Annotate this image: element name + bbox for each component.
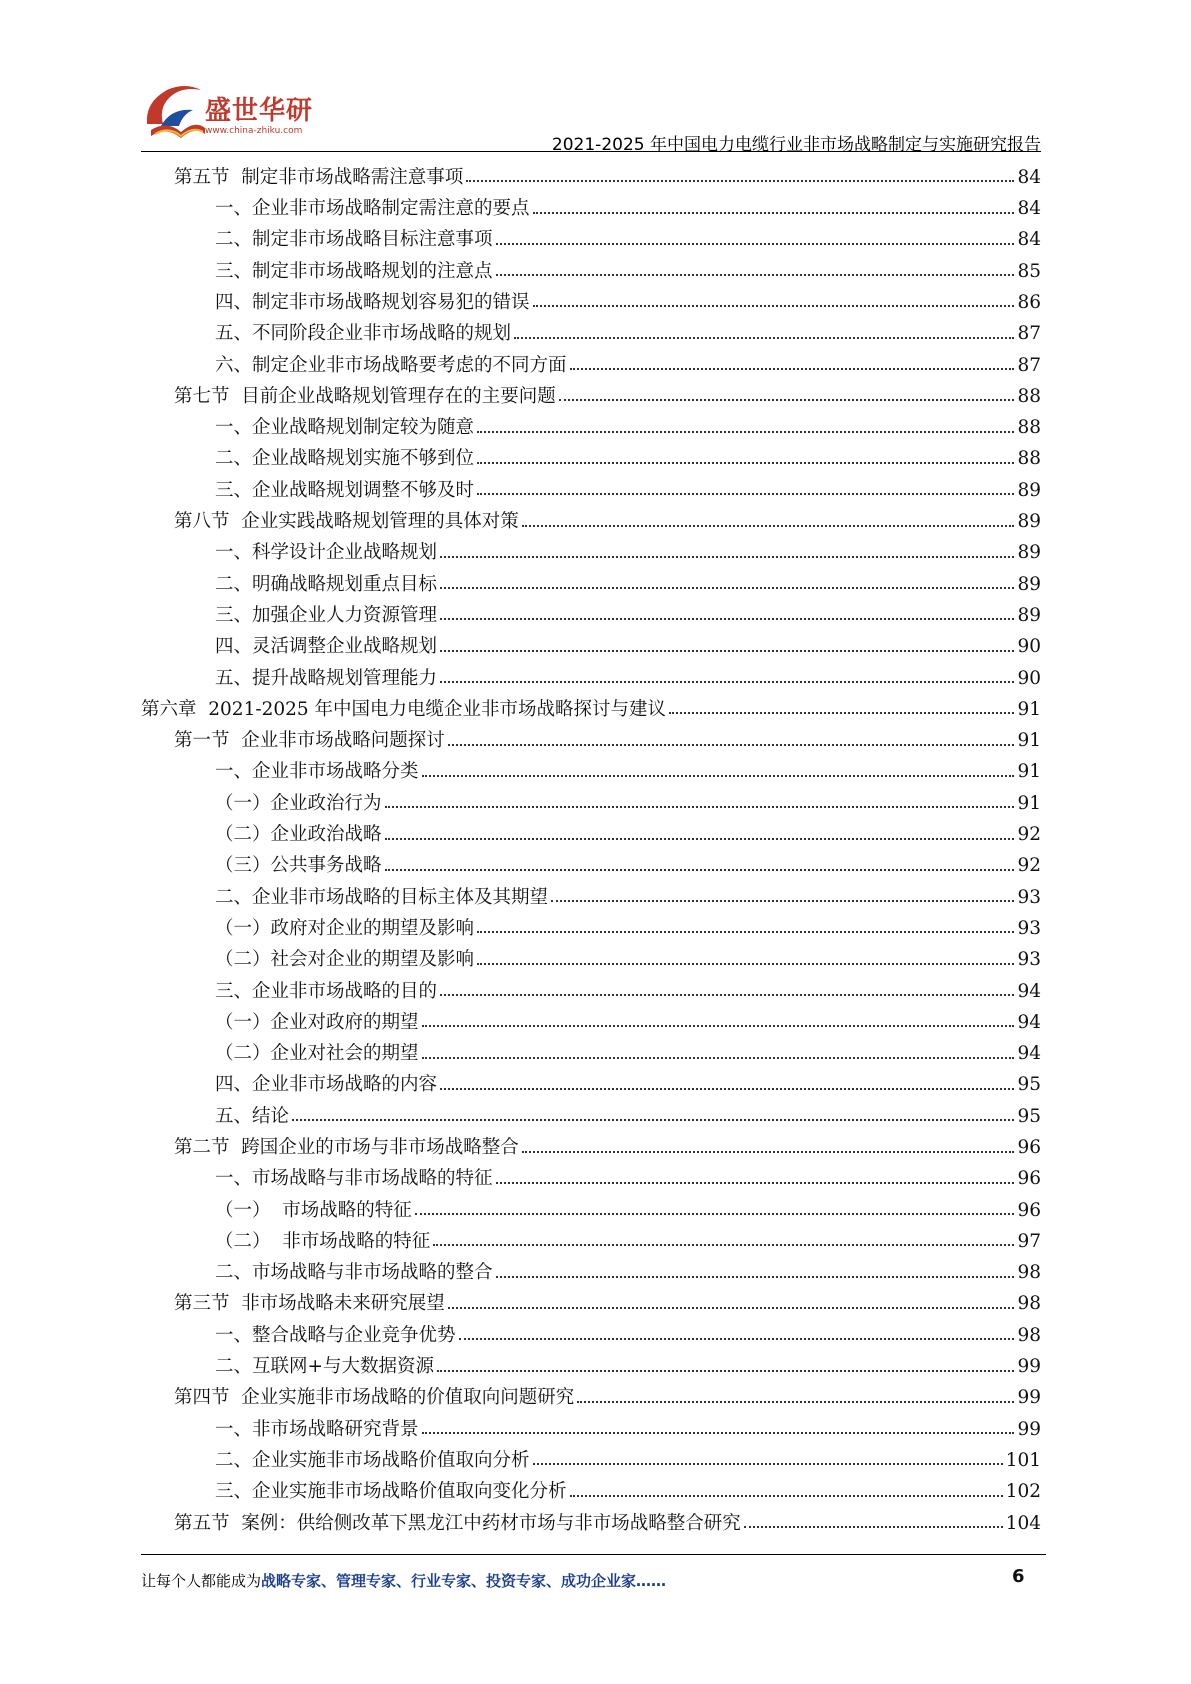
header-divider	[141, 151, 1041, 152]
toc-leader-dots	[422, 775, 1015, 777]
toc-entry[interactable]	[141, 1099, 1041, 1130]
toc-entry-title: （三）公共事务战略	[215, 855, 382, 877]
toc-entry-title: 四、制定非市场战略规划容易犯的错误	[215, 291, 530, 313]
toc-leader-dots	[533, 212, 1015, 214]
toc-entry[interactable]	[141, 160, 1041, 191]
toc-entry[interactable]	[141, 661, 1041, 692]
toc-entry-title: 一、企业非市场战略制定需注意的要点	[215, 198, 530, 220]
toc-leader-dots	[496, 243, 1015, 245]
toc-leader-dots	[422, 1025, 1015, 1027]
toc-entry-title: 三、企业非市场战略的目的	[215, 980, 438, 1002]
toc-leader-dots	[422, 1057, 1015, 1059]
toc-entry-title: 二、企业战略规划实施不够到位	[215, 448, 475, 470]
toc-entry-page: 89	[1017, 542, 1041, 564]
toc-entry-page: 91	[1017, 698, 1041, 720]
table-of-contents	[141, 160, 1041, 1537]
toc-entry-page: 84	[1017, 198, 1041, 220]
toc-entry-title: （一）企业政治行为	[215, 792, 382, 814]
toc-entry[interactable]	[141, 692, 1041, 723]
toc-entry-page: 98	[1017, 1324, 1041, 1346]
toc-entry[interactable]	[141, 1005, 1041, 1036]
toc-entry-title: 二、制定非市场战略目标注意事项	[215, 229, 493, 251]
toc-entry-title: 三、加强企业人力资源管理	[215, 604, 438, 626]
toc-entry-page: 91	[1017, 792, 1041, 814]
toc-entry-title: （一） 市场战略的特征	[215, 1199, 412, 1221]
toc-leader-dots	[477, 462, 1014, 464]
toc-entry[interactable]	[141, 1162, 1041, 1193]
toc-entry[interactable]	[141, 755, 1041, 786]
toc-entry[interactable]	[141, 504, 1041, 535]
toc-leader-dots	[522, 1151, 1015, 1153]
toc-entry-title: 一、企业战略规划制定较为随意	[215, 417, 475, 439]
toc-entry[interactable]	[141, 536, 1041, 567]
toc-leader-dots	[459, 1338, 1015, 1340]
toc-leader-dots	[551, 900, 1014, 902]
toc-entry-title: 第八节 企业实践战略规划管理的具体对策	[174, 511, 519, 533]
toc-entry-title: 四、灵活调整企业战略规划	[215, 636, 438, 658]
toc-entry-page: 99	[1017, 1418, 1041, 1440]
toc-entry[interactable]	[141, 1506, 1041, 1537]
toc-entry[interactable]	[141, 786, 1041, 817]
toc-entry-title: 第七节 目前企业战略规划管理存在的主要问题	[174, 385, 556, 407]
toc-leader-dots	[437, 1370, 1014, 1372]
toc-entry-title: 一、科学设计企业战略规划	[215, 542, 438, 564]
toc-leader-dots	[496, 1182, 1015, 1184]
footer-page-number: 6	[1012, 1566, 1025, 1587]
toc-entry-title: （二）企业政治战略	[215, 824, 382, 846]
toc-leader-dots	[422, 1432, 1015, 1434]
toc-entry-page: 84	[1017, 166, 1041, 188]
page-header	[141, 80, 1041, 155]
toc-entry[interactable]	[141, 348, 1041, 379]
toc-entry-page: 97	[1017, 1230, 1041, 1252]
toc-leader-dots	[440, 994, 1014, 996]
toc-entry[interactable]	[141, 880, 1041, 911]
toc-entry-title: （二） 非市场战略的特征	[215, 1230, 431, 1252]
toc-entry-title: 第五节 制定非市场战略需注意事项	[174, 166, 464, 188]
toc-entry-title: 五、不同阶段企业非市场战略的规划	[215, 323, 512, 345]
toc-entry-page: 87	[1017, 354, 1041, 376]
toc-leader-dots	[385, 838, 1015, 840]
toc-entry-page: 89	[1017, 604, 1041, 626]
toc-leader-dots	[466, 180, 1014, 182]
toc-leader-dots	[440, 556, 1014, 558]
toc-leader-dots	[577, 1401, 1014, 1403]
toc-leader-dots	[533, 305, 1015, 307]
toc-entry-page: 84	[1017, 229, 1041, 251]
toc-entry-title: 二、明确战略规划重点目标	[215, 573, 438, 595]
toc-entry-title: 三、企业战略规划调整不够及时	[215, 479, 475, 501]
toc-leader-dots	[440, 650, 1014, 652]
toc-entry-title: 第五节 案例：供给侧改革下黑龙江中药材市场与非市场战略整合研究	[174, 1512, 741, 1534]
toc-entry-title: 二、企业实施非市场战略价值取向分析	[215, 1449, 530, 1471]
toc-entry[interactable]	[141, 1381, 1041, 1412]
toc-entry-page: 88	[1017, 385, 1041, 407]
toc-entry-title: （二）社会对企业的期望及影响	[215, 949, 475, 971]
toc-entry-page: 98	[1017, 1293, 1041, 1315]
toc-entry-page: 104	[1005, 1512, 1041, 1534]
toc-leader-dots	[415, 1213, 1015, 1215]
toc-leader-dots	[522, 525, 1015, 527]
toc-leader-dots	[448, 744, 1015, 746]
toc-entry[interactable]	[141, 1255, 1041, 1286]
toc-leader-dots	[570, 1495, 1003, 1497]
toc-entry-title: 第六章 2021-2025 年中国电力电缆企业非市场战略探讨与建议	[141, 698, 667, 720]
toc-entry-title: 四、企业非市场战略的内容	[215, 1074, 438, 1096]
toc-leader-dots	[440, 1088, 1014, 1090]
footer-divider	[141, 1554, 1046, 1555]
toc-entry-title: （一）企业对政府的期望	[215, 1011, 419, 1033]
toc-entry[interactable]	[141, 1036, 1041, 1067]
toc-leader-dots	[292, 1119, 1014, 1121]
toc-entry-title: 二、企业非市场战略的目标主体及其期望	[215, 886, 549, 908]
toc-entry[interactable]	[141, 567, 1041, 598]
toc-entry[interactable]	[141, 1287, 1041, 1318]
toc-entry-page: 99	[1017, 1387, 1041, 1409]
toc-entry[interactable]	[141, 723, 1041, 754]
toc-leader-dots	[477, 493, 1014, 495]
toc-entry-page: 98	[1017, 1262, 1041, 1284]
toc-entry[interactable]	[141, 473, 1041, 504]
toc-entry[interactable]	[141, 974, 1041, 1005]
toc-entry-page: 91	[1017, 730, 1041, 752]
toc-entry-page: 101	[1005, 1449, 1041, 1471]
toc-leader-dots	[496, 1276, 1015, 1278]
toc-leader-dots	[440, 587, 1014, 589]
toc-entry-page: 96	[1017, 1199, 1041, 1221]
toc-entry[interactable]	[141, 598, 1041, 629]
toc-entry[interactable]	[141, 1443, 1041, 1474]
toc-entry-title: （二）企业对社会的期望	[215, 1043, 419, 1065]
toc-entry-page: 94	[1017, 980, 1041, 1002]
toc-entry[interactable]	[141, 223, 1041, 254]
toc-leader-dots	[440, 681, 1014, 683]
toc-leader-dots	[533, 1463, 1003, 1465]
toc-entry-page: 96	[1017, 1168, 1041, 1190]
toc-entry-title: 第二节 跨国企业的市场与非市场战略整合	[174, 1137, 519, 1158]
toc-entry[interactable]	[141, 817, 1041, 848]
toc-leader-dots	[514, 337, 1014, 339]
toc-entry-title: 第三节 非市场战略未来研究展望	[174, 1293, 445, 1315]
toc-entry-title: 六、制定企业非市场战略要考虑的不同方面	[215, 354, 567, 376]
toc-leader-dots	[433, 1244, 1014, 1246]
toc-leader-dots	[570, 368, 1015, 370]
toc-entry-page: 91	[1017, 761, 1041, 783]
toc-entry-title: 一、市场战略与非市场战略的特征	[215, 1168, 493, 1190]
toc-entry-page: 92	[1017, 824, 1041, 846]
toc-entry-page: 90	[1017, 636, 1041, 658]
toc-entry-title: 二、互联网+与大数据资源	[215, 1356, 435, 1378]
toc-entry-title: 一、企业非市场战略分类	[215, 761, 419, 783]
toc-entry[interactable]	[141, 849, 1041, 880]
toc-entry[interactable]	[141, 285, 1041, 316]
toc-entry-page: 87	[1017, 323, 1041, 345]
toc-entry-page: 96	[1017, 1137, 1041, 1158]
toc-entry[interactable]	[141, 1224, 1041, 1255]
toc-leader-dots	[448, 1307, 1015, 1309]
toc-leader-dots	[744, 1526, 1003, 1528]
toc-entry-page: 102	[1005, 1481, 1041, 1503]
toc-entry-title: （一）政府对企业的期望及影响	[215, 917, 475, 939]
brand-url: www.china-zhiku.com	[205, 126, 303, 136]
footer-slogan-prefix: 让每个人都能成为	[141, 1572, 262, 1590]
toc-entry-page: 99	[1017, 1356, 1041, 1378]
toc-entry-title: 二、市场战略与非市场战略的整合	[215, 1262, 493, 1284]
toc-leader-dots	[385, 806, 1015, 808]
toc-entry-page: 88	[1017, 448, 1041, 470]
toc-entry[interactable]	[141, 442, 1041, 473]
toc-entry-title: 三、制定非市场战略规划的注意点	[215, 260, 493, 282]
toc-entry-title: 五、提升战略规划管理能力	[215, 667, 438, 689]
toc-entry-page: 95	[1017, 1105, 1041, 1127]
toc-entry-page: 94	[1017, 1011, 1041, 1033]
toc-entry-title: 一、整合战略与企业竞争优势	[215, 1324, 456, 1346]
toc-leader-dots	[496, 274, 1015, 276]
toc-leader-dots	[477, 963, 1014, 965]
toc-entry-title: 一、非市场战略研究背景	[215, 1418, 419, 1440]
toc-entry-page: 92	[1017, 855, 1041, 877]
toc-entry-page: 93	[1017, 949, 1041, 971]
toc-entry-page: 89	[1017, 511, 1041, 533]
report-title: 2021-2025 年中国电力电缆行业非市场战略制定与实施研究报告	[551, 135, 1041, 155]
toc-entry-page: 86	[1017, 291, 1041, 313]
toc-leader-dots	[559, 399, 1015, 401]
toc-entry[interactable]	[141, 1349, 1041, 1380]
toc-entry-title: 第一节 企业非市场战略问题探讨	[174, 730, 445, 752]
toc-entry-title: 三、企业实施非市场战略价值取向变化分析	[215, 1481, 567, 1503]
footer-slogan	[141, 1570, 666, 1591]
toc-entry-page: 90	[1017, 667, 1041, 689]
brand-name: 盛世华研	[205, 96, 314, 126]
toc-entry[interactable]	[141, 254, 1041, 285]
toc-entry[interactable]	[141, 1412, 1041, 1443]
toc-entry[interactable]	[141, 1068, 1041, 1099]
toc-entry-page: 94	[1017, 1043, 1041, 1065]
toc-entry-page: 89	[1017, 573, 1041, 595]
toc-entry-page: 89	[1017, 479, 1041, 501]
toc-entry[interactable]	[141, 629, 1041, 660]
toc-entry[interactable]	[141, 379, 1041, 410]
toc-entry-page: 95	[1017, 1074, 1041, 1096]
toc-entry[interactable]	[141, 1474, 1041, 1505]
toc-entry[interactable]	[141, 942, 1041, 973]
toc-entry-title: 第四节 企业实施非市场战略的价值取向问题研究	[174, 1387, 575, 1409]
toc-leader-dots	[669, 712, 1014, 714]
toc-entry-page: 85	[1017, 260, 1041, 282]
toc-leader-dots	[385, 869, 1015, 871]
toc-entry[interactable]	[141, 191, 1041, 222]
toc-entry[interactable]	[141, 410, 1041, 441]
toc-entry[interactable]	[141, 316, 1041, 347]
toc-leader-dots	[477, 431, 1014, 433]
toc-entry-page: 93	[1017, 917, 1041, 939]
toc-entry[interactable]	[141, 1193, 1041, 1224]
toc-entry[interactable]	[141, 1318, 1041, 1349]
toc-entry-page: 88	[1017, 417, 1041, 439]
toc-entry-title: 五、结论	[215, 1105, 290, 1127]
toc-entry[interactable]	[141, 1130, 1041, 1161]
toc-entry-page: 93	[1017, 886, 1041, 908]
toc-leader-dots	[440, 618, 1014, 620]
toc-entry[interactable]	[141, 911, 1041, 942]
footer-slogan-highlight: 战略专家、管理专家、行业专家、投资专家、成功企业家……	[261, 1572, 667, 1590]
toc-leader-dots	[477, 931, 1014, 933]
